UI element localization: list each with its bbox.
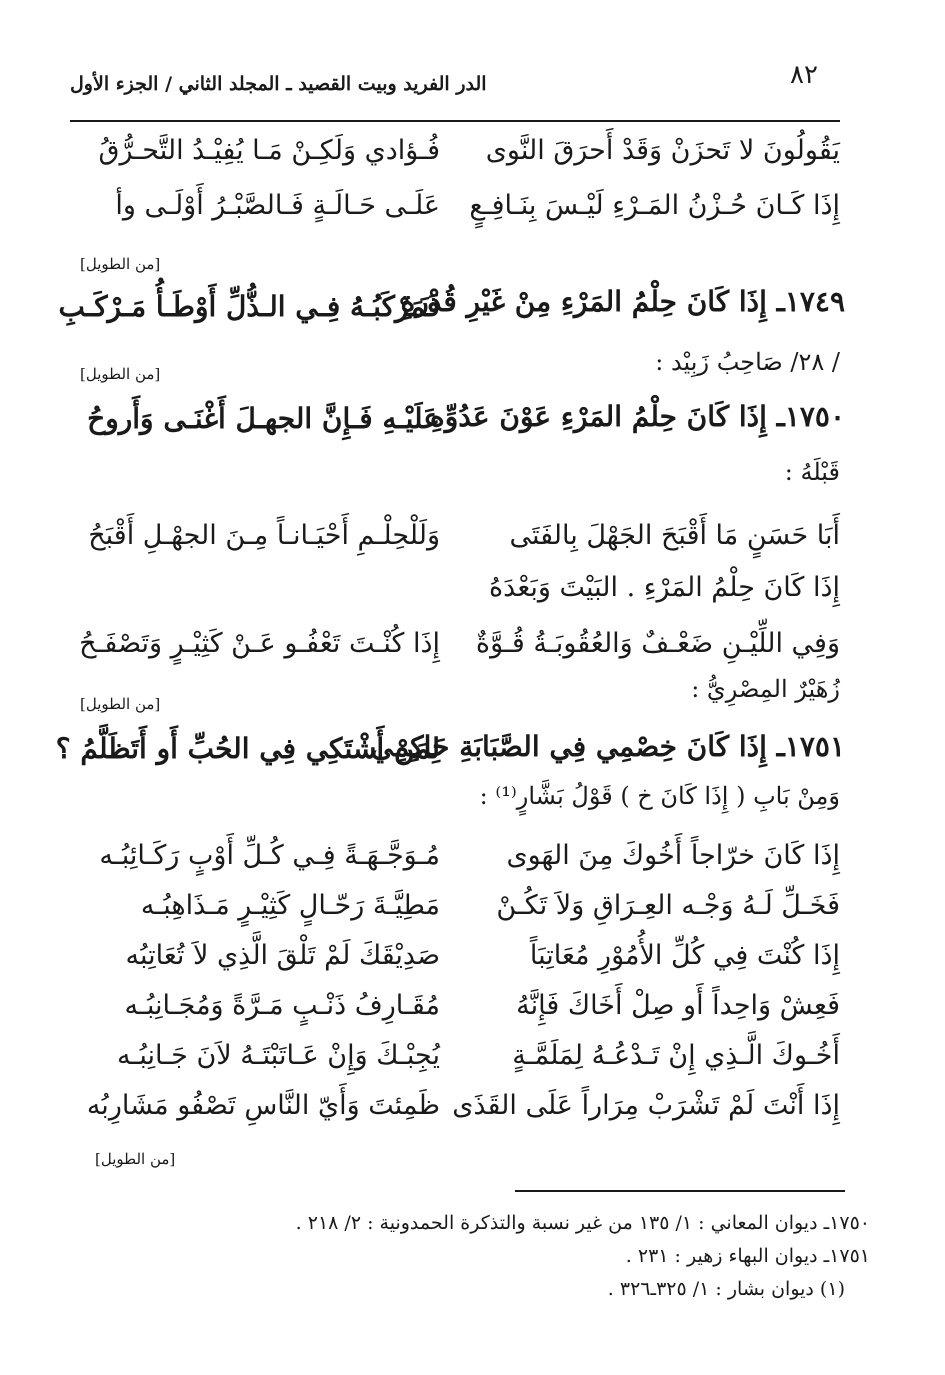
verse-right-hemistich: أَخُـوكَ الَّـذِي إِنْ تَـدْعُـهُ لِمَلَمَّـةٍ: [512, 1040, 840, 1071]
verse-1751-left: لِمَنْ أَشْتَكِي فِي الحُبِّ أَو أَتَظَلَّمُ ؟: [55, 732, 440, 765]
verse-1750-right: ١٧٥٠ـ إِذَا كَانَ حِلْمُ المَرْءِ عَوْنَ عَدُوِّهِ: [430, 400, 845, 433]
meter-label: [من الطويل]: [80, 365, 161, 383]
verse-left-hemistich: مُقَـارِفُ ذَنْـبٍ مَـرَّةً وَمُجَـانِبُـه: [124, 990, 440, 1021]
footnote: (١) ديوان بشار : ١/ ٣٢٥ـ٣٢٦ .: [607, 1278, 845, 1300]
prose-note: قَبْلَهُ :: [784, 458, 840, 486]
verse-left-hemistich: صَدِيْقَكَ لَمْ تَلْقَ الَّذِي لاَ تُعَاتِبُه: [125, 940, 440, 971]
verse-right-hemistich: إِذَا كَانَ حِلْمُ المَرْءِ . البَيْتَ وَبَعْدَهُ: [489, 572, 840, 603]
verse-1751-right: ١٧٥١ـ إِذَا كَانَ خِصْمِي فِي الصَّبَابَةِ حَاكِمِي: [370, 730, 845, 763]
verse-1750-left: عَلَيْـهِ فَـإِنَّ الجهـلَ أَغْنَـى وَأَروحُ: [87, 402, 440, 435]
footnote-rule: [515, 1190, 845, 1192]
verse-left-hemistich: مَطِيَّـةَ رَحّـالٍ كَثِيْـرٍ مَـذَاهِبُـه: [140, 890, 440, 921]
verse-left-hemistich: وَلَلْحِلْـمِ أَحْيَـانـاً مِـنَ الجهْـلِ أَقْبَحُ: [88, 520, 440, 551]
verse-left-hemistich: إِذَا كُنْـتَ تَعْفُـو عَـنْ كَثِيْـرٍ وَتَصْفَـحُ: [79, 628, 440, 659]
verse-1749-left: فَمَرْكَبُـهُ فِـي الـذُّلِّ أَوْطَـأُ مَـرْكَـبِ: [58, 290, 440, 323]
verse-right-hemistich: إِذَا أَنْتَ لَمْ تَشْرَبْ مِرَاراً عَلَى القَذَى: [452, 1090, 840, 1121]
header-rule: [70, 120, 840, 122]
footnote: ١٧٥١ـ ديوان البهاء زهير : ٢٣١ .: [625, 1245, 870, 1267]
prose-note: وَمِنْ بَابِ ( إِذَا كَانَ خ ) قَوْلُ بَشَّارٍ⁽¹⁾ :: [479, 782, 840, 810]
verse-right-hemistich: إِذَا كُنْتَ فِي كُلِّ الأُمُوْرِ مُعَاتِبَاً: [529, 940, 840, 971]
verse-right-hemistich: أَبَا حَسَنٍ مَا أَقْبَحَ الجَهْلَ بِالفَتَى: [509, 520, 840, 551]
running-head: الدر الفريد وبيت القصيد ـ المجلد الثاني / الجزء الأول: [70, 73, 487, 95]
verse-right-hemistich: فَخَـلِّ لَـهُ وَجْـه العِـرَاقِ وَلاَ تَكُـنْ: [496, 890, 840, 921]
verse-left-hemistich: عَلَـى حَـالَـةٍ فَـالصَّبْـرُ أَوْلَـى وأ: [115, 190, 440, 221]
verse-right-hemistich: إِذَا كَـانَ حُـزْنُ المَـرْءِ لَيْـسَ بِنَـافِـعٍ: [469, 190, 840, 221]
verse-left-hemistich: ظَمِئتَ وَأَيّ النَّاسِ تَصْفُو مَشَارِبُه: [86, 1090, 440, 1121]
meter-label: [من الطويل]: [80, 695, 161, 713]
meter-label: [من الطويل]: [80, 255, 161, 273]
attribution: زُهَيْرٌ المِصْرِيُّ :: [691, 675, 840, 703]
verse-right-hemistich: يَقُولُونَ لا تَحزَنْ وَقَدْ أَحرَقَ النَّوى: [485, 135, 840, 166]
meter-label: [من الطويل]: [95, 1150, 176, 1168]
verse-left-hemistich: فُـؤادي وَلَكِـنْ مَـا يُفِيْـدُ التَّحـرُّقُ: [98, 135, 440, 166]
verse-left-hemistich: يُجِبْـكَ وَإِنْ عَـاتَبْتَـهُ لاَنَ جَـانِبُـه: [117, 1040, 440, 1071]
footnote: ١٧٥٠ـ ديوان المعاني : ١/ ١٣٥ من غير نسبة والتذكرة الحمدونية : ٢/ ٢١٨ .: [295, 1212, 870, 1234]
verse-1749-right: ١٧٤٩ـ إِذَا كَانَ حِلْمُ المَرْءِ مِنْ غَيْرِ قُدْرَةٍ: [400, 285, 845, 318]
verse-left-hemistich: مُـوَجَّـهَـةً فِـي كُـلِّ أَوْبٍ رَكَـائِبُـه: [99, 840, 440, 871]
verse-right-hemistich: فَعِشْ وَاحِداً أَو صِلْ أَخَاكَ فَإِنَّهُ: [516, 990, 840, 1021]
attribution: / ٢٨/ صَاحِبُ زَبِيْد :: [655, 348, 840, 376]
verse-right-hemistich: وَفِي اللِّيْـنِ ضَعْـفٌ وَالعُقُوبَـةُ قُـوَّةٌ: [475, 628, 840, 659]
page-number: ٨٢: [790, 60, 818, 90]
verse-right-hemistich: إِذَا كَانَ خرّاجاً أَخُوكَ مِنَ الهَوى: [506, 840, 840, 871]
